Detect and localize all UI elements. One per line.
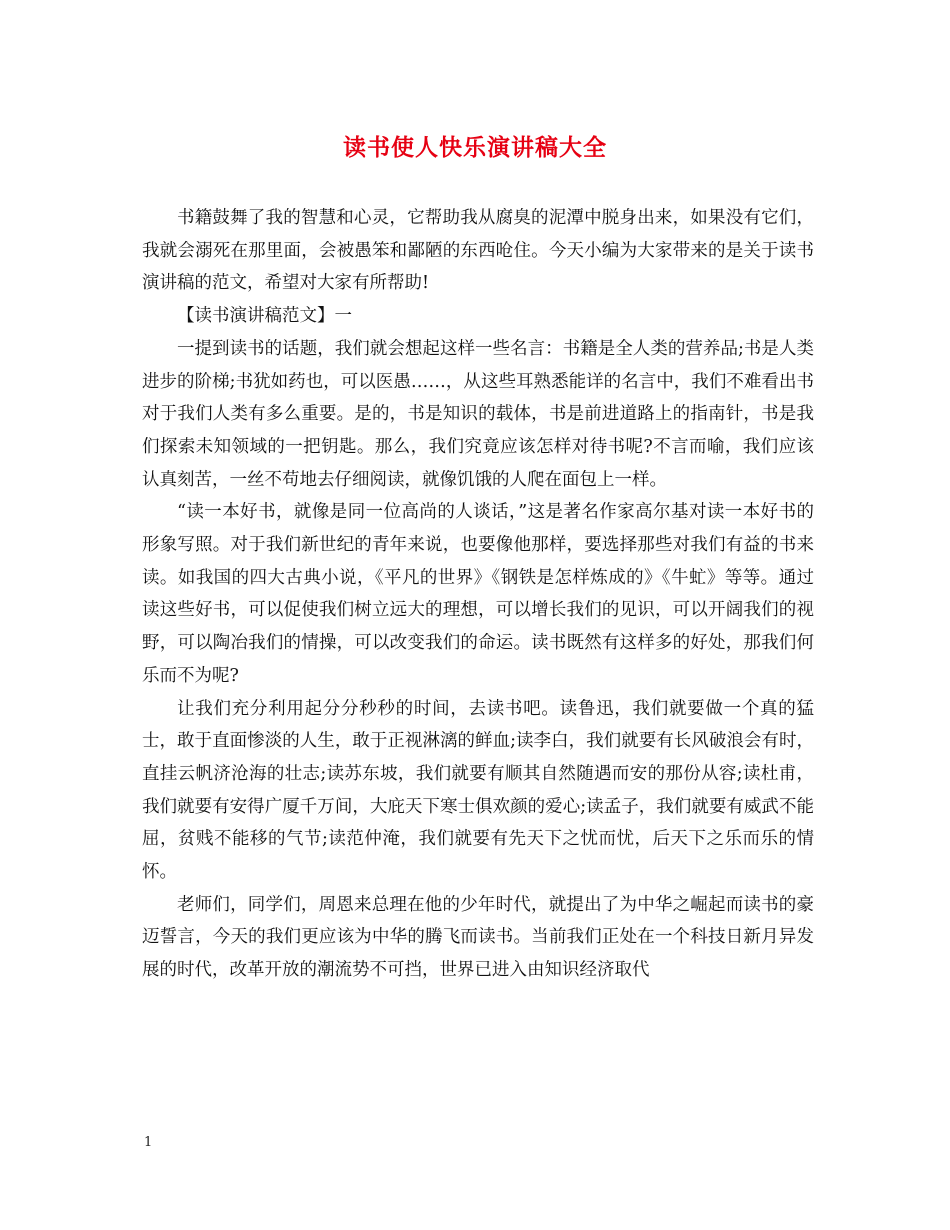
document-body bbox=[142, 202, 814, 987]
paragraph-gorky-quote: “读一本好书，就像是同一位高尚的人谈话，”这是著名作家高尔基对读一本好书的形象写照。对于我们新世纪的青年来说，也要像他那样，要选择那些对我们有益的书来读。如我国的四大古典小说，《平凡的世界》《钢铁是怎样炼成的》《牛虻》等等。通过读这些好书，可以促使我们树立远大的理想，可以增长我们的见识，可以开阔我们的视野，可以陶冶我们的情操，可以改变我们的命运。读书既然有这样多的好处，那我们何乐而不为呢? bbox=[142, 502, 814, 686]
paragraph-famous-quotes: 一提到读书的话题，我们就会想起这样一些名言：书籍是全人类的营养品;书是人类进步的阶梯;书犹如药也，可以医愚……，从这些耳熟悉能详的名言中，我们不难看出书对于我们人类有多么重要。是的，书是知识的载体，书是前进道路上的指南针，书是我们探索未知领域的一把钥匙。那么，我们究竟应该怎样对待书呢?不言而喻，我们应该认真刻苦，一丝不苟地去仔细阅读，就像饥饿的人爬在面包上一样。 bbox=[142, 338, 814, 490]
paragraph-use-time: 让我们充分利用起分分秒秒的时间，去读书吧。读鲁迅，我们就要做一个真的猛士，敢于直面惨淡的人生，敢于正视淋漓的鲜血;读李白，我们就要有长风破浪会有时，直挂云帆济沧海的壮志;读苏东坡，我们就要有顺其自然随遇而安的那份从容;读杜甫，我们就要有安得广厦千万间，大庇天下寒士俱欢颜的爱心;读孟子，我们就要有威武不能屈，贫贱不能移的气节;读范仲淹，我们就要有先天下之忧而忧，后天下之乐而乐的情怀。 bbox=[142, 698, 814, 883]
paragraph-teachers-students: 老师们，同学们，周恩来总理在他的少年时代，就提出了为中华之崛起而读书的豪迈誓言，今天的我们更应该为中华的腾飞而读书。当前我们正处在一个科技日新月异发展的时代，改革开放的潮流势不可挡，世界已进入由知识经济取代 bbox=[142, 894, 814, 981]
section-heading: 【读书演讲稿范文】一 bbox=[177, 306, 352, 327]
document-title: 读书使人快乐演讲稿大全 bbox=[343, 135, 607, 161]
paragraph-intro: 书籍鼓舞了我的智慧和心灵，它帮助我从腐臭的泥潭中脱身出来，如果没有它们，我就会溺死在那里面，会被愚笨和鄙陋的东西呛住。今天小编为大家带来的是关于读书演讲稿的范文，希望对大家有所帮助! bbox=[142, 208, 814, 294]
page-number: 1 bbox=[144, 1135, 153, 1150]
